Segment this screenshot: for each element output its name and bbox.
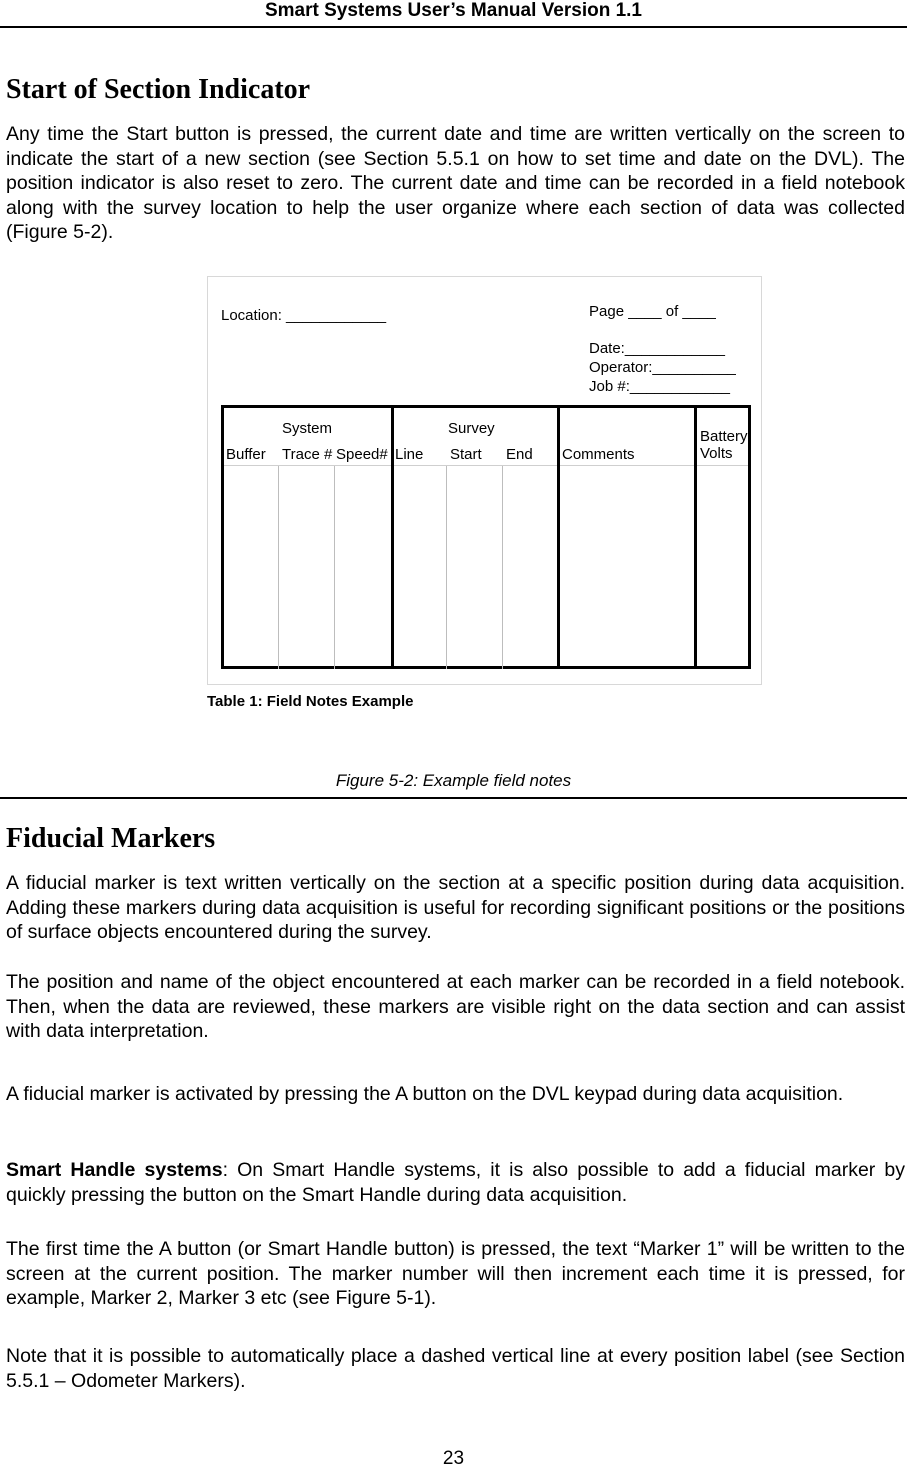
paragraph-fiducial-1: A fiducial marker is text written vertically on the section at a specific position during data acquisition. Adding these markers during data acquisition is useful for recording significant positions or the positions of surface objects encountered during the survey.: [6, 872, 905, 944]
group-divider: [391, 405, 394, 669]
smart-handle-text: : On Smart Handle systems, it is also possible to add a fiducial marker by quickly pressing the button on the Smart Handle during data acquisition.: [6, 1159, 905, 1206]
table-inner-caption: Table 1: Field Notes Example: [207, 693, 414, 710]
col-header-end: End: [506, 446, 533, 463]
column-divider: [446, 466, 447, 669]
col-header-start: Start: [450, 446, 482, 463]
smart-handle-label: Smart Handle systems: [6, 1159, 223, 1181]
paragraph-smart-handle: [6, 1158, 905, 1207]
job-label: Job #:____________: [589, 378, 730, 395]
group-header-survey: Survey: [448, 420, 495, 437]
operator-label: Operator:__________: [589, 359, 736, 376]
paragraph-fiducial-5: The first time the A button (or Smart Handle button) is pressed, the text “Marker 1” will be written to the screen at the current position. The marker number will then increment each time it is pressed, for example, Marker 2, Marker 3 etc (see Figure 5-1).: [6, 1238, 905, 1310]
group-divider: [694, 405, 697, 669]
col-header-line: Line: [395, 446, 424, 463]
group-divider: [557, 405, 560, 669]
section-heading-start-indicator: Start of Section Indicator: [6, 74, 311, 105]
paragraph-fiducial-6: Note that it is possible to automatically place a dashed vertical line at every position label (see Section 5.5.1 – Odometer Markers).: [6, 1345, 905, 1392]
figure-field-notes: [205, 276, 763, 716]
col-header-buffer: Buffer: [226, 446, 266, 463]
page-label: Page ____ of ____: [589, 303, 716, 320]
paragraph-fiducial-2: The position and name of the object encountered at each marker can be recorded in a field notebook. Then, when the data are reviewed, these markers are visible right on the data section and can assist with data interpretation.: [6, 971, 905, 1043]
col-header-speed: Speed#: [336, 446, 388, 463]
header-divider: [224, 465, 748, 466]
col-header-battery: Battery: [700, 428, 748, 445]
field-notes-sheet: [207, 276, 762, 685]
col-header-trace: Trace #: [282, 446, 333, 463]
col-header-comments: Comments: [562, 446, 635, 463]
page-number: 23: [442, 1448, 465, 1469]
column-divider: [278, 466, 279, 669]
column-divider: [334, 466, 335, 669]
column-divider: [502, 466, 503, 669]
running-header: Smart Systems User’s Manual Version 1.1: [0, 0, 907, 28]
group-header-system: System: [282, 420, 333, 437]
paragraph-start-indicator: Any time the Start button is pressed, the current date and time are written vertically on the screen to indicate the start of a new section (see Section 5.5.1 on how to set time and date on the DVL). The position indicator is also reset to zero. The current date and time can be recorded in a field notebook along with the survey location to help the user organize where each section of data was collected (Figure 5-2).: [6, 123, 905, 244]
divider-rule: [0, 797, 907, 799]
col-header-volts: Volts: [700, 445, 733, 462]
location-label: Location: ____________: [221, 307, 387, 324]
paragraph-fiducial-3: A fiducial marker is activated by pressing the A button on the DVL keypad during data acquisition.: [6, 1083, 844, 1105]
figure-caption: Figure 5-2: Example field notes: [335, 771, 572, 790]
field-notes-table: [221, 405, 751, 669]
section-heading-fiducial-markers: Fiducial Markers: [6, 823, 216, 854]
date-label: Date:____________: [589, 340, 725, 357]
